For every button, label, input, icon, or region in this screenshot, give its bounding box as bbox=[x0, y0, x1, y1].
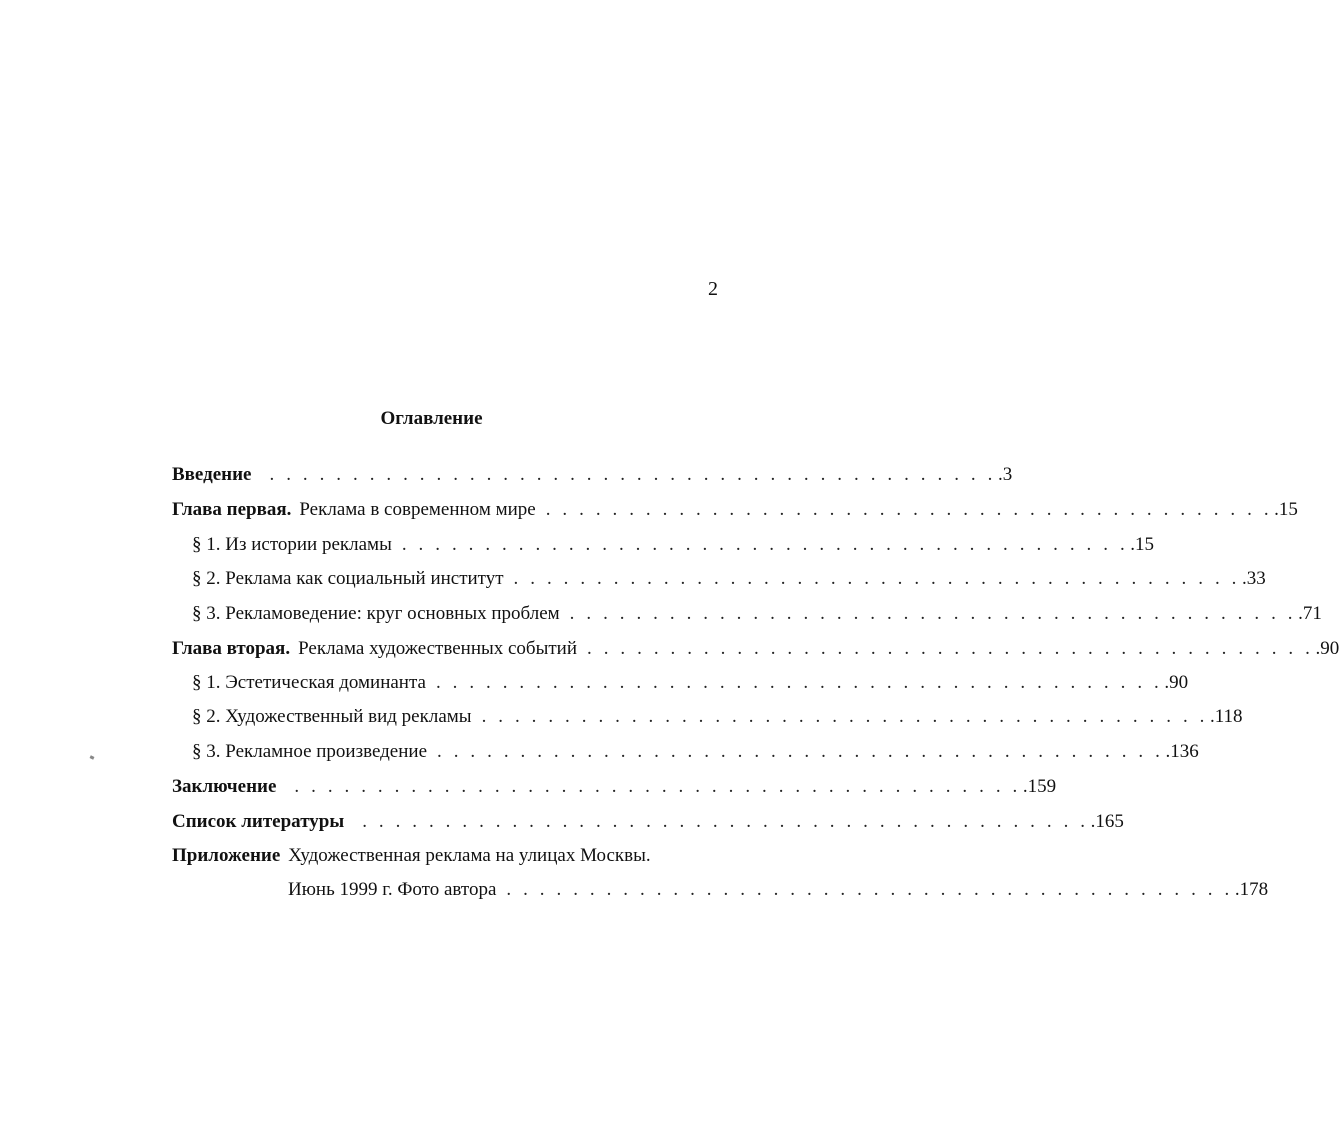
toc-entry-page: .90 bbox=[1164, 672, 1189, 693]
toc-entry-bold-label: Введение bbox=[172, 464, 252, 485]
toc-entry-label: § 1. Из истории рекламы bbox=[192, 534, 392, 555]
toc-entry-conclusion bbox=[172, 776, 1057, 804]
toc-entry-page: .15 bbox=[1130, 534, 1155, 555]
toc-entry-label: Июнь 1999 г. Фото автора bbox=[288, 879, 497, 900]
toc-entry-page: .118 bbox=[1210, 706, 1243, 727]
toc-entry-introduction bbox=[172, 464, 1013, 492]
toc-leader-dots: . . . . . . . . . . . . . . . . . . . . . . . . . . . . . . . . . . . . . . . . . . . . bbox=[545, 499, 1273, 520]
toc-entry-section-2-3 bbox=[192, 741, 1199, 769]
toc-entry-page: .159 bbox=[1022, 776, 1057, 797]
toc-entry-bold-label: Список литературы bbox=[172, 811, 345, 832]
toc-leader-dots: . . . . . . . . . . . . . . . . . . . . . . . . . . . . . . . . . . . . . . . . . . . . bbox=[506, 879, 1233, 900]
toc-entry-page: .3 bbox=[997, 464, 1013, 485]
toc-entry-label: § 2. Художественный вид рекламы bbox=[192, 706, 472, 727]
toc-leader-dots: . . . . . . . . . . . . . . . . . . . . . . . . . . . . . . . . . . . . . . . . . . . . bbox=[435, 672, 1163, 693]
toc-entry-bold-label: Приложение bbox=[172, 845, 281, 866]
toc-leader-dots: . . . . . . . . . . . . . . . . . . . . . . . . . . . . . . . . . . . . . . . . . . . . bbox=[401, 534, 1129, 555]
toc-leader-dots: . . . . . . . . . . . . . . . . . . . . . . . . . . . . . . . . . . . . . . . . . . . . bbox=[269, 464, 996, 485]
toc-entry-section-1-3 bbox=[192, 603, 1322, 631]
toc-leader-dots: . . . . . . . . . . . . . . . . . . . . . . . . . . . . . . . . . . . . . . . . . . . . bbox=[587, 638, 1314, 659]
page-number: 2 bbox=[708, 278, 718, 300]
toc-entry-chapter-1 bbox=[172, 499, 1298, 527]
toc-entry-bold-label: Глава первая. bbox=[172, 499, 292, 520]
toc-entry-page: .136 bbox=[1165, 741, 1199, 762]
toc-entry-section-1-1 bbox=[192, 534, 1155, 562]
toc-entry-appendix-continued bbox=[288, 879, 1269, 907]
toc-entry-section-2-2 bbox=[192, 706, 1243, 734]
toc-entry-appendix bbox=[172, 845, 732, 873]
toc-entry-label: Реклама художественных событий bbox=[298, 638, 578, 659]
toc-leader-dots: . . . . . . . . . . . . . . . . . . . . . . . . . . . . . . . . . . . . . . . . . . . . bbox=[481, 706, 1209, 727]
scan-artifact-mark bbox=[90, 755, 95, 759]
toc-entry-section-2-1 bbox=[192, 672, 1189, 700]
toc-leader-dots: . . . . . . . . . . . . . . . . . . . . . . . . . . . . . . . . . . . . . . . . . . . . bbox=[513, 568, 1240, 589]
toc-entry-label: § 2. Реклама как социальный институт bbox=[192, 568, 504, 589]
toc-entry-bibliography bbox=[172, 811, 1124, 839]
toc-entry-label: Реклама в современном мире bbox=[299, 499, 536, 520]
toc-entry-label: § 3. Рекламоведение: круг основных проблем bbox=[192, 603, 560, 624]
toc-entry-page: .33 bbox=[1242, 568, 1266, 589]
toc-entry-page: .178 bbox=[1234, 879, 1269, 900]
toc-entry-page: .165 bbox=[1090, 811, 1124, 832]
toc-leader-dots: . . . . . . . . . . . . . . . . . . . . . . . . . . . . . . . . . . . . . . . . . . . . bbox=[437, 741, 1164, 762]
toc-entry-section-1-2 bbox=[192, 568, 1266, 596]
toc-entry-chapter-2 bbox=[172, 638, 1339, 666]
toc-entry-label: § 1. Эстетическая доминанта bbox=[192, 672, 426, 693]
toc-entry-label: Художественная реклама на улицах Москвы. bbox=[288, 845, 651, 866]
toc-entry-bold-label: Заключение bbox=[172, 776, 277, 797]
toc-leader-dots: . . . . . . . . . . . . . . . . . . . . . . . . . . . . . . . . . . . . . . . . . . . . bbox=[362, 811, 1089, 832]
toc-entry-page: .15 bbox=[1274, 499, 1298, 520]
toc-entry-bold-label: Глава вторая. bbox=[172, 638, 291, 659]
toc-entry-page: .71 bbox=[1298, 603, 1322, 624]
toc-title: Оглавление bbox=[380, 408, 483, 429]
toc-entry-label: § 3. Рекламное произведение bbox=[192, 741, 428, 762]
toc-leader-dots: . . . . . . . . . . . . . . . . . . . . . . . . . . . . . . . . . . . . . . . . . . . . bbox=[294, 776, 1021, 797]
toc-entry-page: .90 bbox=[1315, 638, 1339, 659]
toc-leader-dots: . . . . . . . . . . . . . . . . . . . . . . . . . . . . . . . . . . . . . . . . . . . . bbox=[569, 603, 1297, 624]
